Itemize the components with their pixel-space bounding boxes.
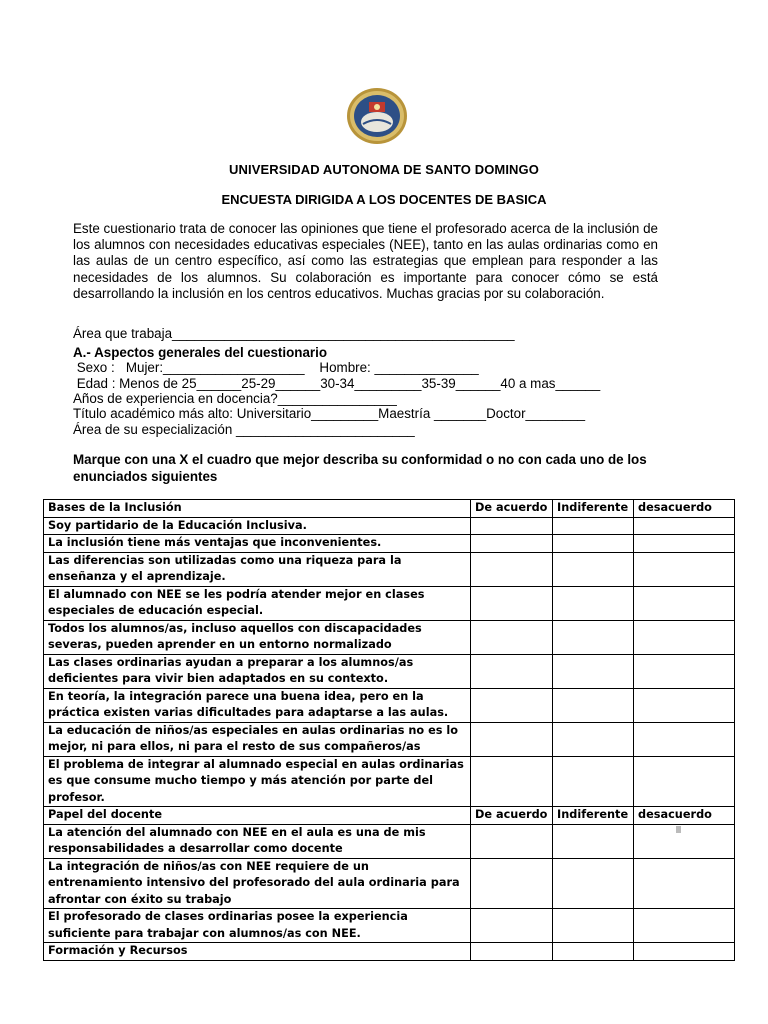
agree-cell[interactable] bbox=[471, 586, 553, 620]
disagree-cell[interactable] bbox=[634, 535, 735, 553]
university-title: UNIVERSIDAD AUTONOMA DE SANTO DOMINGO bbox=[229, 162, 539, 177]
disagree-cell[interactable] bbox=[634, 586, 735, 620]
disagree-cell[interactable] bbox=[634, 620, 735, 654]
table-row bbox=[44, 535, 735, 553]
table-row bbox=[44, 909, 735, 943]
neutral-cell[interactable] bbox=[553, 552, 634, 586]
neutral-cell[interactable] bbox=[553, 688, 634, 722]
statement: El profesorado de clases ordinarias posee la experiencia suficiente para trabajar con alumnos/as con NEE. bbox=[44, 909, 471, 943]
table-row bbox=[44, 517, 735, 535]
table-row bbox=[44, 620, 735, 654]
column-header-disagree: desacuerdo bbox=[634, 500, 735, 518]
statement: El problema de integrar al alumnado especial en aulas ordinarias es que consume mucho tiempo y más atención por parte del profesor. bbox=[44, 756, 471, 807]
section-a-heading: A.- Aspectos generales del cuestionario bbox=[73, 345, 328, 360]
neutral-cell[interactable] bbox=[553, 722, 634, 756]
agree-cell[interactable] bbox=[471, 824, 553, 858]
table-row bbox=[44, 688, 735, 722]
agree-cell[interactable] bbox=[471, 756, 553, 807]
column-header-neutral: Indiferente bbox=[553, 807, 634, 825]
disagree-cell[interactable] bbox=[634, 517, 735, 535]
statement: La atención del alumnado con NEE en el aula es una de mis responsabilidades a desarrollar como docente bbox=[44, 824, 471, 858]
table-row bbox=[44, 756, 735, 807]
intro-paragraph: Este cuestionario trata de conocer las opiniones que tiene el profesorado acerca de la inclusión de los alumnos con necesidades educativas especiales (NEE), tanto en las aulas ordinarias como en las aulas de un centro específico, así como las estrategias que emplean para responder a las necesidades de los alumnos. Su colaboración es importante para conocer cómo se está desarrollando la inclusión en los centros educativos. Muchas gracias por su colaboración. bbox=[73, 221, 658, 301]
agree-cell[interactable] bbox=[471, 535, 553, 553]
table-row bbox=[44, 654, 735, 688]
agree-cell[interactable] bbox=[471, 858, 553, 909]
survey-table bbox=[43, 499, 735, 961]
table-header-row bbox=[44, 500, 735, 518]
scan-mark bbox=[676, 826, 681, 833]
university-seal-logo bbox=[345, 86, 409, 146]
table-row bbox=[44, 824, 735, 858]
agree-cell[interactable] bbox=[471, 620, 553, 654]
neutral-cell[interactable] bbox=[553, 909, 634, 943]
statement: La educación de niños/as especiales en aulas ordinarias no es lo mejor, ni para ellos, ni para el resto de sus compañeros/as bbox=[44, 722, 471, 756]
table-row bbox=[44, 858, 735, 909]
neutral-cell[interactable] bbox=[553, 858, 634, 909]
statement: En teoría, la integración parece una buena idea, pero en la práctica existen varias dificultades para adaptarse a las aulas. bbox=[44, 688, 471, 722]
agree-cell[interactable] bbox=[471, 909, 553, 943]
neutral-cell[interactable] bbox=[553, 586, 634, 620]
instructions: Marque con una X el cuadro que mejor describa su conformidad o no con cada uno de los enunciados siguientes bbox=[73, 452, 647, 484]
disagree-cell[interactable] bbox=[634, 824, 735, 858]
neutral-cell[interactable] bbox=[553, 943, 634, 961]
disagree-cell[interactable] bbox=[634, 688, 735, 722]
table-row bbox=[44, 552, 735, 586]
disagree-cell[interactable] bbox=[634, 722, 735, 756]
statement: El alumnado con NEE se les podría atender mejor en clases especiales de educación especial. bbox=[44, 586, 471, 620]
table-row bbox=[44, 722, 735, 756]
neutral-cell[interactable] bbox=[553, 535, 634, 553]
disagree-cell[interactable] bbox=[634, 552, 735, 586]
statement: Las diferencias son utilizadas como una riqueza para la enseñanza y el aprendizaje. bbox=[44, 552, 471, 586]
section-heading: Bases de la Inclusión bbox=[44, 500, 471, 518]
survey-title: ENCUESTA DIRIGIDA A LOS DOCENTES DE BASICA bbox=[221, 192, 547, 207]
agree-cell[interactable] bbox=[471, 688, 553, 722]
column-header-agree: De acuerdo bbox=[471, 807, 553, 825]
neutral-cell[interactable] bbox=[553, 517, 634, 535]
agree-cell[interactable] bbox=[471, 722, 553, 756]
section-heading: Formación y Recursos bbox=[44, 943, 471, 961]
statement: La integración de niños/as con NEE requiere de un entrenamiento intensivo del profesorado del aula ordinaria para afrontar con éxito su trabajo bbox=[44, 858, 471, 909]
sexo-field[interactable]: Sexo : Mujer:___________________ Hombre: ______________ bbox=[73, 360, 479, 375]
disagree-cell[interactable] bbox=[634, 654, 735, 688]
agree-cell[interactable] bbox=[471, 943, 553, 961]
statement: Las clases ordinarias ayudan a preparar a los alumnos/as deficientes para vivir bien adaptados en su contexto. bbox=[44, 654, 471, 688]
statement: Soy partidario de la Educación Inclusiva. bbox=[44, 517, 471, 535]
neutral-cell[interactable] bbox=[553, 756, 634, 807]
neutral-cell[interactable] bbox=[553, 654, 634, 688]
agree-cell[interactable] bbox=[471, 517, 553, 535]
column-header-agree: De acuerdo bbox=[471, 500, 553, 518]
edad-field[interactable]: Edad : Menos de 25______25-29______30-34_________35-39______40 a mas______ bbox=[73, 376, 601, 391]
degree-field[interactable]: Título académico más alto: Universitario_________Maestría _______Doctor________ bbox=[73, 406, 586, 421]
section-heading: Papel del docente bbox=[44, 807, 471, 825]
neutral-cell[interactable] bbox=[553, 824, 634, 858]
disagree-cell[interactable] bbox=[634, 858, 735, 909]
specialization-field[interactable]: Área de su especialización ________________________ bbox=[73, 422, 415, 437]
experience-field[interactable]: Años de experiencia en docencia?________________ bbox=[73, 391, 397, 406]
agree-cell[interactable] bbox=[471, 552, 553, 586]
table-row bbox=[44, 586, 735, 620]
table-header-row bbox=[44, 943, 735, 961]
statement: Todos los alumnos/as, incluso aquellos con discapacidades severas, pueden aprender en un entorno normalizado bbox=[44, 620, 471, 654]
disagree-cell[interactable] bbox=[634, 909, 735, 943]
area-field[interactable]: Área que trabaja______________________________________________ bbox=[73, 326, 515, 341]
neutral-cell[interactable] bbox=[553, 620, 634, 654]
column-header-neutral: Indiferente bbox=[553, 500, 634, 518]
table-header-row bbox=[44, 807, 735, 825]
statement: La inclusión tiene más ventajas que inconvenientes. bbox=[44, 535, 471, 553]
disagree-cell[interactable] bbox=[634, 943, 735, 961]
column-header-disagree: desacuerdo bbox=[634, 807, 735, 825]
disagree-cell[interactable] bbox=[634, 756, 735, 807]
agree-cell[interactable] bbox=[471, 654, 553, 688]
